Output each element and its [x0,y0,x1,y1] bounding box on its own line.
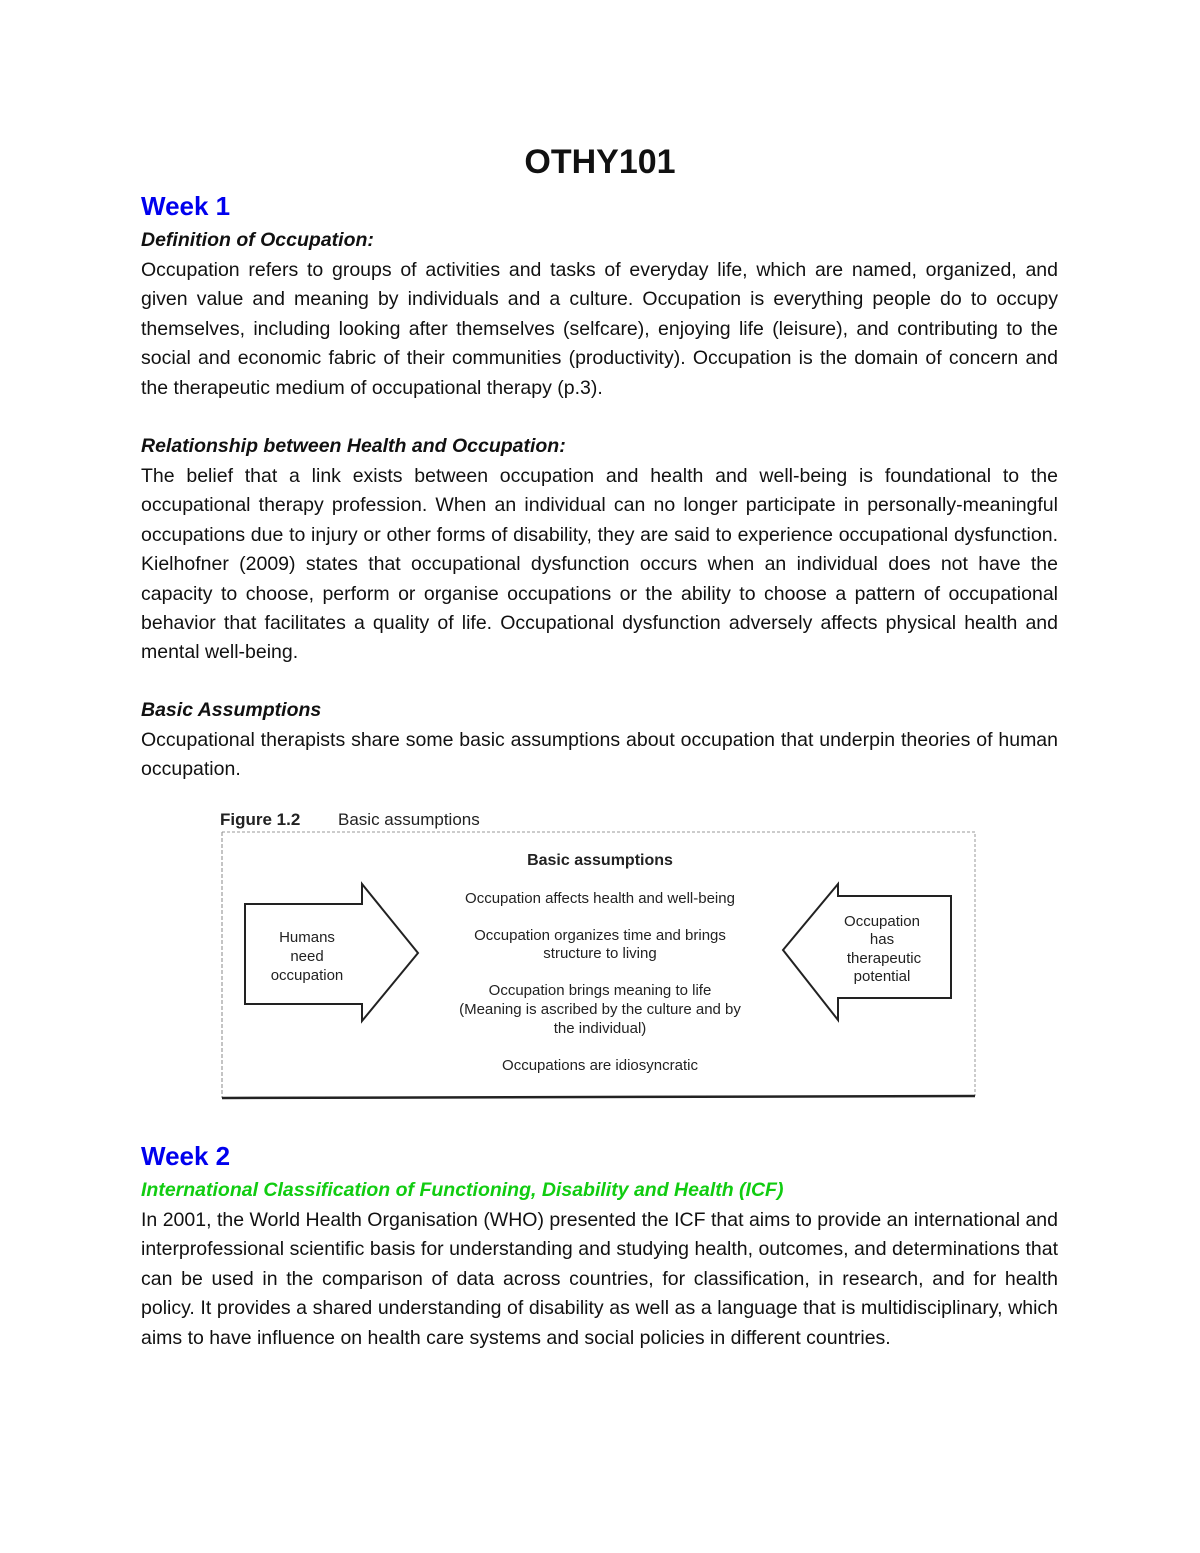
assumption-item: (Meaning is ascribed by the culture and by [459,1001,741,1018]
icf-heading: International Classification of Functioning, Disability and Health (ICF) [141,1179,784,1201]
document-title: OTHY101 [524,143,676,181]
figure-caption: Basic assumptions [338,810,480,829]
assumption-item: structure to living [543,945,657,962]
right-arrow-text: Occupation [844,913,920,930]
assumption-item: Occupation brings meaning to life [488,982,712,999]
assumption-item: the individual) [553,1020,647,1037]
figure-box-bottom [222,1096,975,1098]
assumptions-heading: Basic Assumptions [141,699,322,721]
assumptions-paragraph: Occupational therapists share some basic assumptions about occupation that underpin theories of human occupation. [141,729,1058,781]
right-arrow-text: potential [853,968,911,985]
basic-assumptions-figure [210,800,990,1110]
figure-label: Figure 1.2 [220,810,301,829]
figure-box-title: Basic assumptions [527,852,673,869]
left-arrow-text: need [290,948,324,965]
right-arrow-text: therapeutic [846,950,922,967]
definition-paragraph: Occupation refers to groups of activities and tasks of everyday life, which are named, organized, and given value and meaning by individuals and a culture. Occupation is everything people do to occupy themselves, including looking after themselves (selfcare), enjoying life (leisure), and contributing to the social and economic fabric of their communities (productivity). Occupation is the domain of concern and the therapeutic medium of occupational therapy (p.3). [141,259,1058,399]
assumption-item: Occupation organizes time and brings [474,927,726,944]
relationship-paragraph: The belief that a link exists between occupation and health and well-being is foundational to the occupational therapy profession. When an individual can no longer participate in personally-meaningful occupations due to injury or other forms of disability, they are said to experience occupational dysfunction. Kielhofner (2009) states that occupational dysfunction occurs when an individual does not have the capacity to choose, perform or organise occupations or the ability to choose a pattern of occupational behavior that facilitates a quality of life. Occupational dysfunction adversely affects physical health and mental well-being. [141,465,1058,664]
icf-paragraph: In 2001, the World Health Organisation (WHO) presented the ICF that aims to provide an international and interprofessional scientific basis for understanding and studying health, outcomes, and determinations that can be used in the comparison of data across countries, for classification, in research, and for health policy. It provides a shared understanding of disability as well as a language that is multidisciplinary, which aims to have influence on health care systems and social policies in different countries. [141,1209,1058,1349]
week1-heading: Week 1 [141,191,231,221]
right-pointing-arrow-shape [245,884,418,1021]
assumption-item: Occupations are idiosyncratic [502,1057,698,1074]
relationship-heading: Relationship between Health and Occupation: [141,435,566,457]
assumption-item: Occupation affects health and well-being [465,890,735,907]
left-arrow-text: occupation [270,967,344,984]
definition-heading: Definition of Occupation: [141,229,374,251]
right-arrow-text: has [869,931,895,948]
week2-heading: Week 2 [141,1141,231,1171]
left-arrow-text: Humans [279,929,335,946]
